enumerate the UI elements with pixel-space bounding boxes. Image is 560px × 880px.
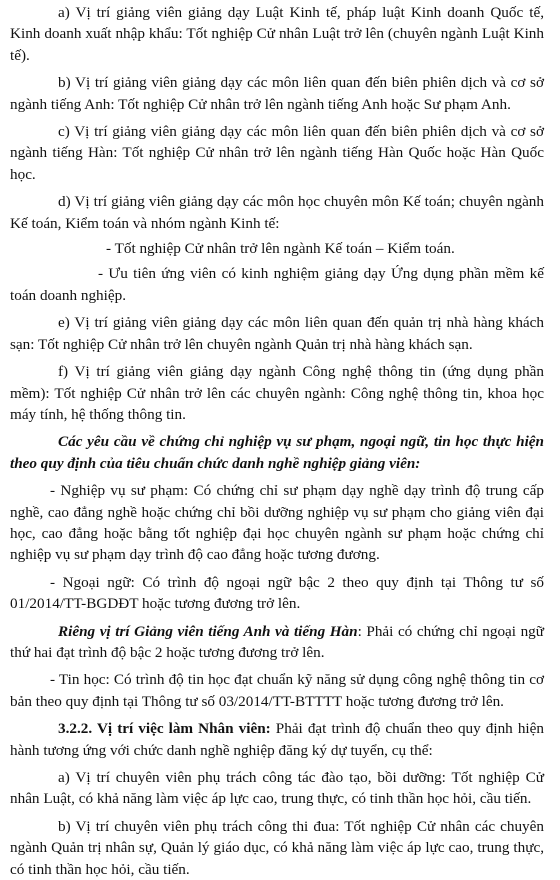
requirement-pedagogy: - Nghiệp vụ sư phạm: Có chứng chỉ sư phạm dạy nghề dạy trình độ trung cấp nghề, cao đẳng nghề hoặc chứng chỉ bồi dưỡng nghiệp vụ sư phạm cho giảng viên đại học, cao đẳng hoặc bằng tốt nghiệp đại học chuyên ngành sư phạm hoặc chứng chỉ nghiệp vụ sư phạm dạy trình độ cao đẳng hoặc tương đương. (10, 482, 544, 564)
paragraph-lecturer-hospitality: e) Vị trí giảng viên giảng dạy các môn liên quan đến quản trị nhà hàng khách sạn: Tốt nghiệp Cử nhân trở lên chuyên ngành Quản trị nhà hàng khách sạn. (10, 314, 544, 353)
requirement-foreign-language: - Ngoại ngữ: Có trình độ ngoại ngữ bậc 2 theo quy định tại Thông tư số 01/2014/TT-BGDĐT hoặc tương đương trở lên. (10, 573, 544, 613)
staff-position-section (10, 718, 544, 761)
staff-section-text: Phải đạt trình độ chuẩn theo quy định hiện hành tương ứng với chức danh nghề nghiệp đăng ký dự tuyển, cụ thể: (10, 720, 544, 759)
paragraph-lecturer-english: b) Vị trí giảng viên giảng dạy các môn liên quan đến biên phiên dịch và cơ sở ngành tiếng Anh: Tốt nghiệp Cử nhân trở lên ngành tiếng Anh hoặc Sư phạm Anh. (10, 74, 544, 113)
paragraph-lecturer-accounting: d) Vị trí giảng viên giảng dạy các môn học chuyên môn Kế toán; chuyên ngành Kế toán, Kiểm toán và nhóm ngành Kinh tế: (10, 193, 544, 232)
special-requirement-label: Riêng vị trí Giảng viên tiếng Anh và tiếng Hàn (58, 622, 358, 640)
special-requirement-text: : Phải có chứng chỉ ngoại ngữ thứ hai đạt trình độ bậc 2 hoặc tương đương trở lên. (10, 622, 545, 661)
paragraph-staff-emulation: b) Vị trí chuyên viên phụ trách công thi đua: Tốt nghiệp Cử nhân các chuyên ngành Quản trị nhân sự, Quản lý giáo dục, có khả năng làm việc áp lực cao, trung thực, có tinh thần học hỏi, cầu tiến. (10, 817, 544, 878)
paragraph-lecturer-korean: c) Vị trí giảng viên giảng dạy các môn liên quan đến biên phiên dịch và cơ sở ngành tiếng Hàn: Tốt nghiệp Cử nhân trở lên ngành tiếng Hàn Quốc hoặc Hàn Quốc học. (10, 123, 544, 183)
accounting-requirement-degree: - Tốt nghiệp Cử nhân trở lên ngành Kế toán – Kiểm toán. (106, 240, 455, 258)
certificate-requirements-heading: Các yêu cầu về chứng chỉ nghiệp vụ sư phạm, ngoại ngữ, tin học thực hiện theo quy định của tiêu chuẩn chức danh nghề nghiệp giảng viên: (10, 433, 544, 472)
paragraph-lecturer-it: f) Vị trí giảng viên giảng dạy ngành Công nghệ thông tin (ứng dụng phần mềm): Tốt nghiệp Cử nhân trở lên các chuyên ngành: Công nghệ thông tin, khoa học máy tính, hệ thống thông tin. (10, 363, 544, 423)
special-language-requirement (10, 621, 544, 664)
accounting-requirement-priority: - Ưu tiên ứng viên có kinh nghiệm giảng dạy Ứng dụng phần mềm kế toán doanh nghiệp. (10, 265, 544, 304)
requirement-it: - Tin học: Có trình độ tin học đạt chuẩn kỹ năng sử dụng công nghệ thông tin cơ bản theo quy định tại Thông tư số 03/2014/TT-BTTTT hoặc tương đương trở lên. (10, 671, 544, 710)
section-heading-staff: 3.2.2. Vị trí việc làm Nhân viên: (58, 720, 271, 738)
paragraph-lecturer-law: a) Vị trí giảng viên giảng dạy Luật Kinh tế, pháp luật Kinh doanh Quốc tế, Kinh doanh xuất nhập khẩu: Tốt nghiệp Cử nhân Luật trở lên (chuyên ngành Luật Kinh tế). (10, 4, 544, 64)
paragraph-staff-training: a) Vị trí chuyên viên phụ trách công tác đào tạo, bồi dưỡng: Tốt nghiệp Cử nhân Luật, có khả năng làm việc áp lực cao, trung thực, có tinh thần học hỏi, cầu tiến. (10, 769, 544, 808)
